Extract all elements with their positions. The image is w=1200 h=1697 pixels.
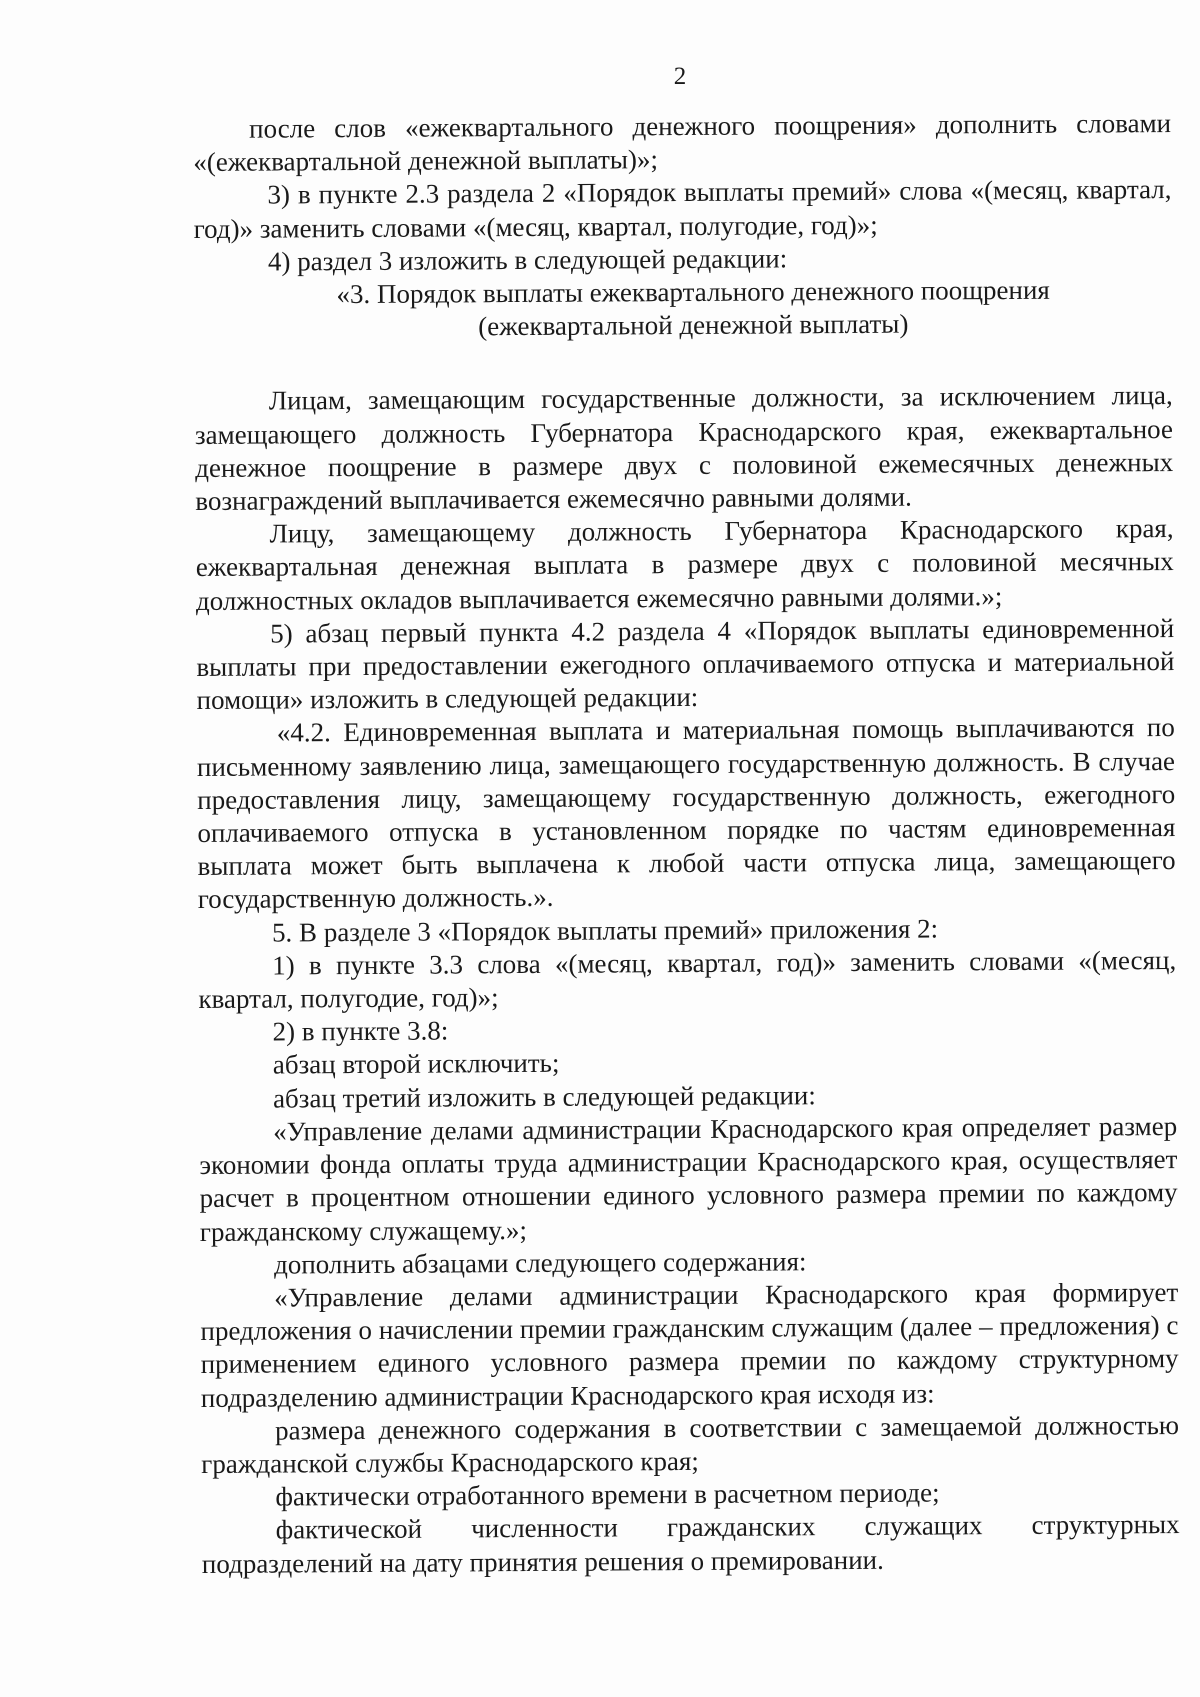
paragraph: 5) абзац первый пункта 4.2 раздела 4 «Порядок выплаты единовременной выплаты при предоставлении ежегодного оплачиваемого отпуска и материальной помощи» изложить в следующей редакции: (196, 612, 1175, 716)
section-heading-line-2: (ежеквартальной денежной выплаты) (478, 308, 909, 342)
paragraph: 5. В разделе 3 «Порядок выплаты премий» приложения 2: (271, 913, 939, 948)
paragraph: 2) в пункте 3.8: (272, 1015, 449, 1047)
page-number: 2 (673, 63, 687, 90)
paragraph: после слов «ежеквартального денежного поощрения» дополнить словами «(ежеквартальной денежной выплаты)»; (193, 108, 1172, 178)
paragraph: Лицу, замещающему должность Губернатора Краснодарского края, ежеквартальная денежная выплата в размере двух с половиной месячных должностных окладов выплачивается ежемесячно равными долями.»; (195, 513, 1174, 616)
paragraph: абзац второй исключить; (272, 1048, 560, 1081)
paragraph: 3) в пункте 2.3 раздела 2 «Порядок выплаты премий» слова «(месяц, квартал, год)» заменить словами «(месяц, квартал, полугодие, год)»; (193, 174, 1172, 244)
paragraph: дополнить абзацами следующего содержания: (273, 1245, 807, 1280)
section-heading-line-1: «3. Порядок выплаты ежеквартального денежного поощрения (336, 274, 1050, 310)
paragraph: 1) в пункте 3.3 слова «(месяц, квартал, год)» заменить словами «(месяц, квартал, полугодие, год)»; (198, 944, 1177, 1015)
paragraph: «Управление делами администрации Краснодарского края формирует предложения о начислении премии гражданским служащим (далее – предложения) с применением единого условного размера премии по каждому структурному подразделению администрации Краснодарского края исходя из: (200, 1276, 1179, 1413)
heading-spacer (194, 339, 1172, 385)
paragraph: Лицам, замещающим государственные должности, за исключением лица, замещающего должность Губернатора Краснодарского края, ежеквартальное денежное поощрение в размере двух с половиной ежемесячных денежных вознаграждений выплачивается ежемесячно равными долями. (194, 380, 1174, 517)
paragraph: абзац третий изложить в следующей редакции: (272, 1079, 816, 1114)
paragraph: «4.2. Единовременная выплата и материальная помощь выплачиваются по письменному заявлению лица, замещающего государственную должность. В случае предоставления лицу, замещающему государственную должность, ежегодного оплачиваемого отпуска в установленном порядке по частям единовременная выплата может быть выплачена к любой части отпуска лица, замещающего государственную должность.». (196, 712, 1176, 915)
paragraph: фактической численности гражданских служащих структурных подразделений на дату принятия решения о премировании. (201, 1509, 1180, 1579)
paragraph: «Управление делами администрации Краснодарского края определяет размер экономии фонда оплаты труда администрации Краснодарского края, осуществляет расчет в процентном отношении единого условного размера премии по каждому гражданскому служащему.»; (199, 1110, 1178, 1247)
paragraph: фактически отработанного времени в расчетном периоде; (275, 1477, 940, 1512)
paragraph: размера денежного содержания в соответствии с замещаемой должностью гражданской службы Краснодарского края; (201, 1409, 1180, 1479)
document-body (193, 107, 1180, 1581)
paragraph: 4) раздел 3 изложить в следующей редакции: (267, 243, 788, 277)
